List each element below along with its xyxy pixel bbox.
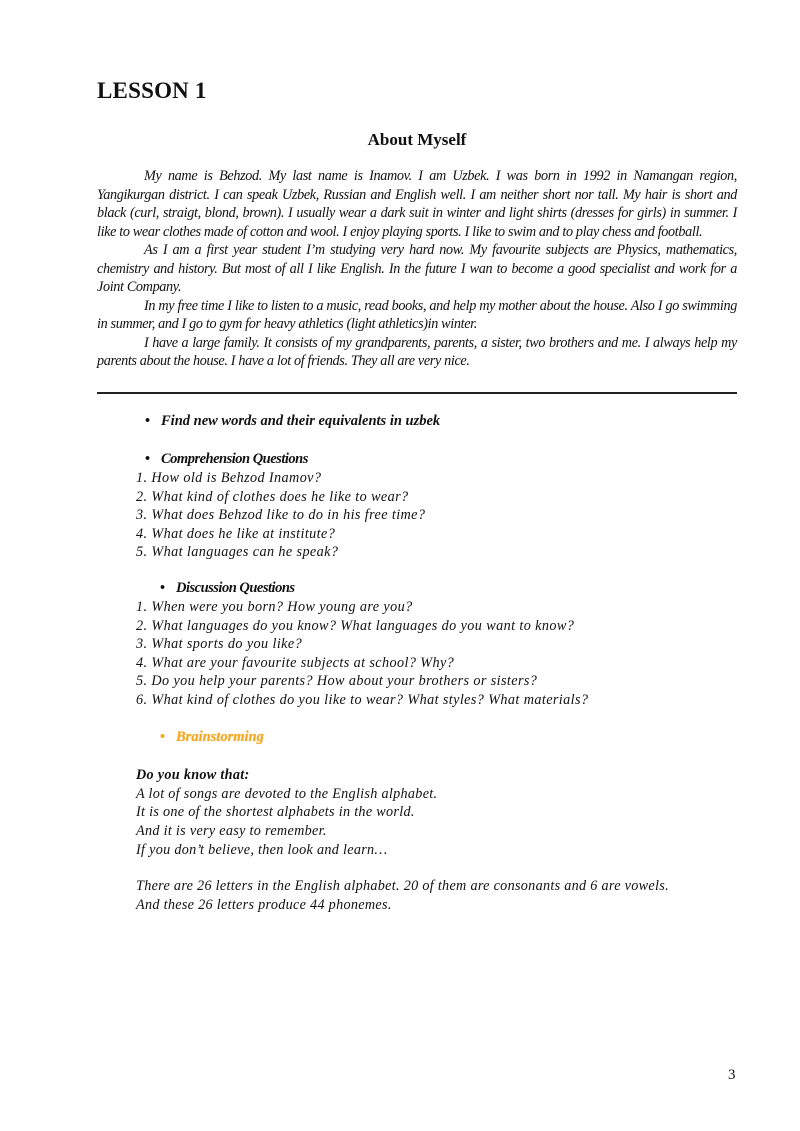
bullet-label: Discussion Questions: [176, 580, 295, 596]
discussion-questions: [136, 598, 588, 709]
list-item: 4. What are your favourite subjects at school? Why?: [136, 654, 455, 671]
bullet-label: Find new words and their equivalents in uzbek: [161, 413, 441, 429]
bullet-discussion: [160, 580, 295, 597]
list-item: 6. What kind of clothes do you like to wear? What styles? What materials?: [136, 691, 589, 708]
do-you-know-heading: Do you know that:: [136, 767, 250, 783]
story-paragraph: As I am a first year student I’m studying very hard now. My favourite subjects are Physics, mathematics, chemistry and history. But most of all I like English. In the future I wan to become a good specialist and work for a Joint Company.: [97, 242, 737, 295]
list-item: 4. What does he like at institute?: [136, 525, 336, 542]
section-title: About Myself: [367, 130, 467, 149]
bullet-brainstorming: [160, 729, 264, 746]
do-you-know-line: If you don’t believe, then look and learn…: [136, 841, 388, 858]
fact-line: And these 26 letters produce 44 phonemes.: [136, 897, 392, 913]
bullet-dot-icon: •: [145, 413, 151, 429]
story-paragraph: I have a large family. It consists of my grandparents, parents, a sister, two brothers and me. I always help my parents about the house. I have a lot of friends. They all are very nice.: [97, 334, 737, 369]
do-you-know-line: A lot of songs are devoted to the English alphabet.: [136, 785, 438, 802]
story-paragraph: My name is Behzod. My last name is Inamov. I am Uzbek. I was born in 1992 in Namangan region, Yangikurgan district. I can speak Uzbek, Russian and English well. I am neither short nor tall. My hair is short and black (curl, straigt, blond, brown). I usually wear a dark suit in winter and light shirts (dresses for girls) in summer. I like to wear clothes made of cotton and wool. I enjoy playing sports. I like to swim and to play chess and football.: [97, 168, 737, 240]
lesson-title: LESSON 1: [97, 78, 207, 103]
list-item: 1. When were you born? How young are you?: [136, 599, 413, 615]
bullet-dot-icon: •: [160, 729, 166, 745]
list-item: 5. What languages can he speak?: [136, 544, 339, 560]
bullet-comprehension: [145, 451, 308, 468]
section-divider: [97, 392, 737, 394]
list-item: 3. What does Behzod like to do in his free time?: [136, 507, 426, 523]
do-you-know-line: It is one of the shortest alphabets in the world.: [136, 804, 415, 821]
page-number: 3: [728, 1067, 736, 1083]
fact-line: There are 26 letters in the English alphabet. 20 of them are consonants and 6 are vowels.: [136, 878, 669, 894]
list-item: 2. What kind of clothes does he like to wear?: [136, 488, 409, 505]
bullet-label: Brainstorming: [176, 729, 264, 745]
list-item: 1. How old is Behzod Inamov?: [136, 470, 322, 486]
list-item: 5. Do you help your parents? How about your brothers or sisters?: [136, 673, 538, 689]
alphabet-facts: [136, 877, 736, 915]
do-you-know-block: [136, 766, 437, 860]
list-item: 2. What languages do you know? What languages do you want to know?: [136, 617, 575, 634]
do-you-know-line: And it is very easy to remember.: [136, 823, 327, 840]
list-item: 3. What sports do you like?: [136, 636, 303, 652]
bullet-dot-icon: •: [145, 451, 150, 467]
bullet-label: Comprehension Questions: [161, 451, 308, 467]
story-paragraph: In my free time I like to listen to a music, read books, and help my mother about the house. Also I go swimming in summer, and I go to gym for heavy athletics (light athletics)in winter.: [97, 297, 737, 332]
comprehension-questions: [136, 469, 425, 562]
bullet-dot-icon: •: [160, 580, 165, 596]
story-text: [97, 167, 737, 371]
bullet-new-words: [145, 413, 440, 430]
